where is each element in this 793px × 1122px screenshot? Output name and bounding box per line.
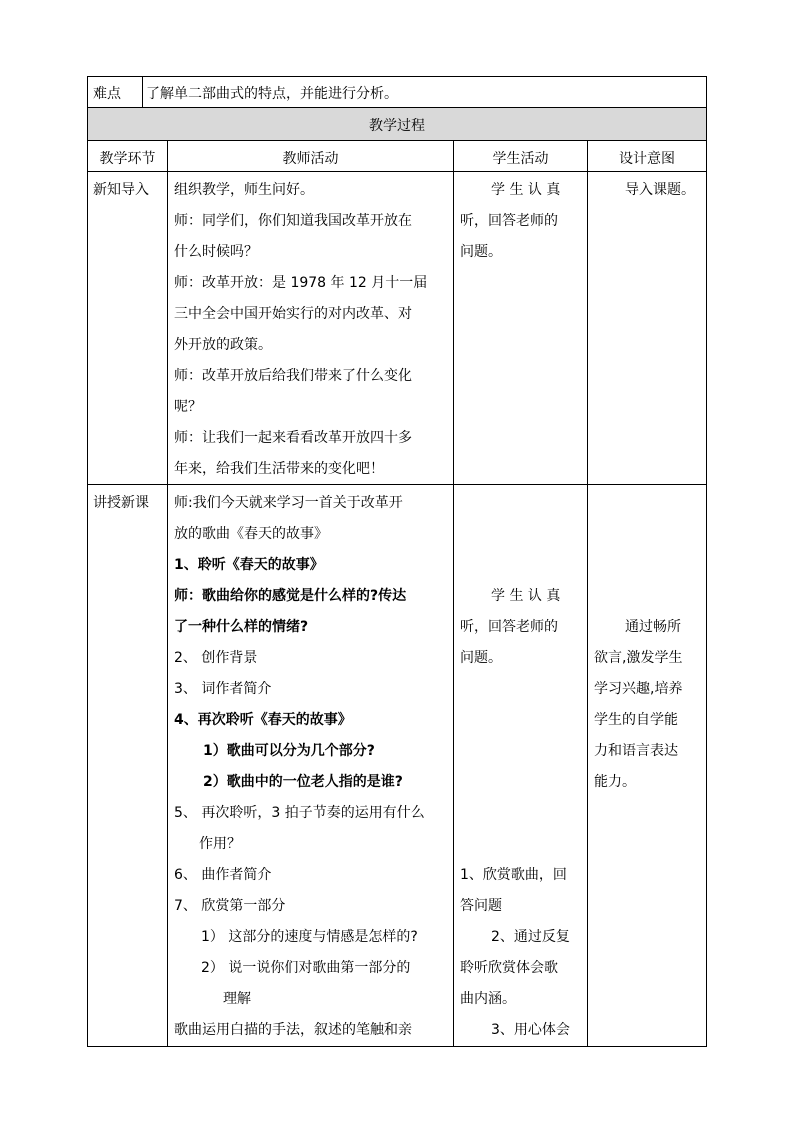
row2-student-line: 听，回答老师的: [460, 619, 558, 635]
row2-student-line: 答问题: [460, 898, 502, 914]
row2-intent-line: 能力。: [594, 774, 636, 790]
row1-teacher-line: 什么时候吗？: [174, 244, 258, 260]
row1-intent-cell: [587, 171, 707, 485]
row1-teacher-line: 三中全会中国开始实行的对内改革、对: [174, 306, 412, 322]
row2-student-line: 问题。: [460, 650, 502, 666]
row2-student-line: 2、通过反复: [491, 929, 570, 945]
column-header-stage: 教学环节: [99, 151, 156, 167]
row2-teacher-line: 5、 再次聆听，3 拍子节奏的运用有什么: [174, 805, 425, 821]
row1-teacher-line: 师：改革开放：是 1978 年 12 月十一届: [174, 275, 428, 291]
row2-intent-line: 通过畅所: [625, 619, 681, 635]
difficulty-label: 难点: [93, 86, 121, 102]
row2-teacher-line: 1）歌曲可以分为几个部分?: [203, 743, 375, 759]
row1-teacher-line: 师：改革开放后给我们带来了什么变化: [174, 368, 412, 384]
row2-intent-line: 力和语言表达: [594, 743, 678, 759]
section-title: 教学过程: [369, 118, 425, 134]
column-header-intent: 设计意图: [619, 151, 675, 167]
row2-student-line: 3、用心体会: [491, 1022, 570, 1038]
row2-teacher-line: 4、再次聆听《春天的故事》: [174, 712, 352, 728]
row2-teacher-line: 师：歌曲给你的感觉是什么样的?传达: [174, 588, 407, 604]
row2-teacher-line: 作用？: [199, 836, 241, 852]
row2-teacher-line: 1、聆听《春天的故事》: [174, 557, 324, 573]
row2-teacher-line: 3、 词作者简介: [174, 681, 272, 697]
row2-intent-line: 学生的自学能: [594, 712, 678, 728]
row2-teacher-line: 放的歌曲《春天的故事》: [174, 526, 328, 542]
row2-stage-cell: [87, 484, 168, 1047]
row1-teacher-line: 师：让我们一起来看看改革开放四十多: [174, 430, 412, 446]
row2-teacher-line: 7、 欣赏第一部分: [174, 898, 286, 914]
row2-teacher-line: 了一种什么样的情绪?: [174, 619, 309, 635]
row2-student-line: 1、欣赏歌曲，回: [460, 867, 567, 883]
row1-teacher-line: 组织教学，师生问好。: [174, 182, 314, 198]
row1-student-line: 学 生 认 真: [491, 182, 561, 198]
row1-stage: 新知导入: [93, 182, 149, 198]
row1-teacher-line: 呢？: [174, 399, 202, 415]
row2-student-line: 学 生 认 真: [491, 588, 561, 604]
row2-intent-line: 欲言,激发学生: [594, 650, 683, 666]
row2-teacher-line: 师:我们今天就来学习一首关于改革开: [174, 495, 403, 511]
row2-stage: 讲授新课: [93, 495, 149, 511]
lesson-plan-table: [87, 76, 707, 1047]
row2-teacher-line: 1） 这部分的速度与情感是怎样的?: [201, 929, 418, 945]
row2-intent-cell: [587, 484, 707, 1047]
row1-teacher-line: 外开放的政策。: [174, 337, 272, 353]
difficulty-content: 了解单二部曲式的特点，并能进行分析。: [146, 86, 398, 102]
row1-intent-line: 导入课题。: [625, 182, 695, 198]
row1-stage-cell: [87, 171, 168, 485]
row1-student-line: 问题。: [460, 244, 502, 260]
row1-teacher-line: 年来，给我们生活带来的变化吧！: [174, 461, 384, 477]
row2-teacher-line: 2） 说一说你们对歌曲第一部分的: [201, 960, 411, 976]
row1-student-line: 听，回答老师的: [460, 213, 558, 229]
row2-teacher-line: 2）歌曲中的一位老人指的是谁?: [203, 774, 403, 790]
column-header-student: 学生活动: [492, 151, 549, 167]
row2-intent-line: 学习兴趣,培养: [594, 681, 683, 697]
row2-teacher-line: 歌曲运用白描的手法，叙述的笔触和亲: [174, 1022, 412, 1038]
column-header-teacher: 教师活动: [282, 151, 339, 167]
row2-teacher-line: 6、 曲作者简介: [174, 867, 272, 883]
row2-student-line: 曲内涵。: [460, 991, 516, 1007]
row2-teacher-line: 理解: [223, 991, 251, 1007]
row2-teacher-line: 2、 创作背景: [174, 650, 258, 666]
row1-teacher-line: 师：同学们，你们知道我国改革开放在: [174, 213, 412, 229]
row2-student-line: 聆听欣赏体会歌: [460, 960, 558, 976]
